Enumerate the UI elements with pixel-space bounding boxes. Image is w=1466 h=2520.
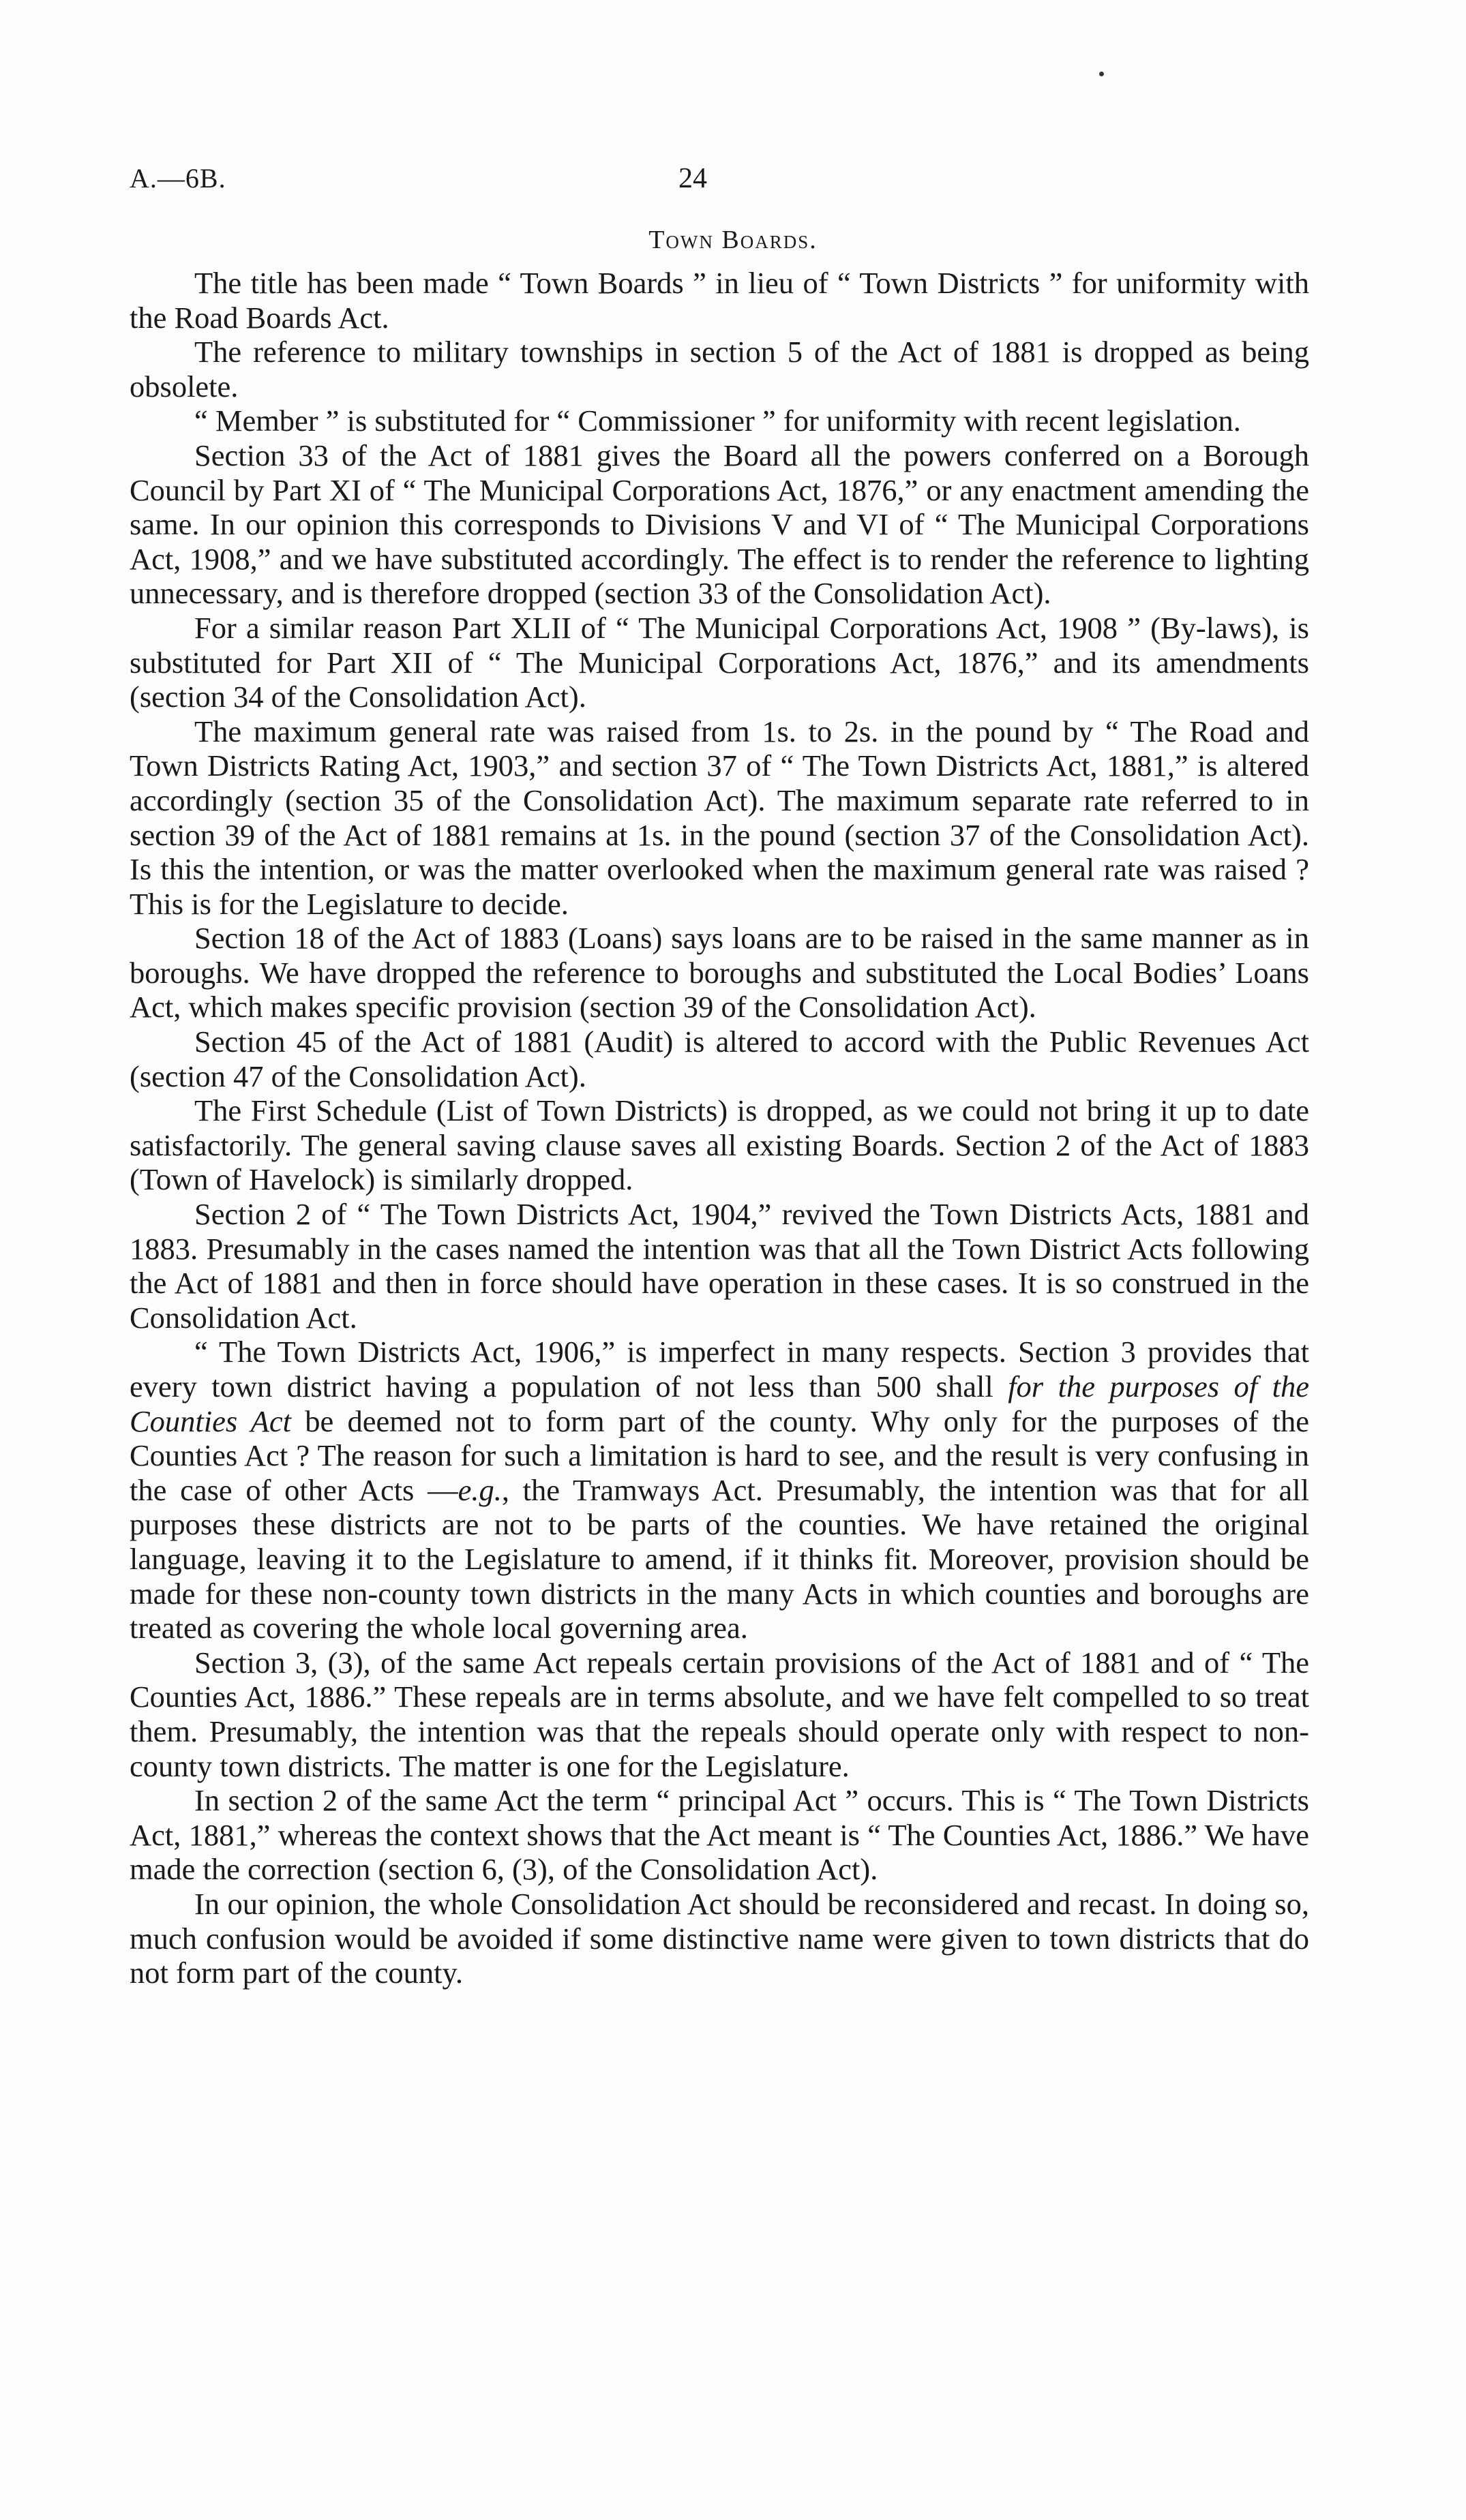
document-reference: A.—6B. [130, 163, 226, 194]
scan-speck [1099, 72, 1104, 76]
paragraph-act-1904: Section 2 of “ The Town Districts Act, 1904,” revived the Town Districts Acts, 1881 and 1883. Presumably in the cases named the intention was that all the Town District Acts following the Act of 1881 and then in force should have operation in these cases. It is so construed in the Consolidation Act. [130, 1197, 1309, 1335]
paragraph-loans: Section 18 of the Act of 1883 (Loans) says loans are to be raised in the same manner as in boroughs. We have dropped the reference to boroughs and substituted the Local Bodies’ Loans Act, which makes specific provision (section 39 of the Consolidation Act). [130, 921, 1309, 1024]
paragraph-bylaws: For a similar reason Part XLII of “ The Municipal Corporations Act, 1908 ” (By-laws), is substituted for Part XII of “ The Municipal Corporations Act, 1876,” and its amendments (section 34 of the Consolidation Act). [130, 610, 1309, 714]
paragraph-repeals: Section 3, (3), of the same Act repeals certain provisions of the Act of 1881 and of “ The Counties Act, 1886.” These repeals are in terms absolute, and we have felt compelled to so treat them. Presumably, the intention was that the repeals should operate only with respect to non-county town districts. The matter is one for the Legislature. [130, 1645, 1309, 1783]
paragraph-general-rate: The maximum general rate was raised from 1s. to 2s. in the pound by “ The Road and Town Districts Rating Act, 1903,” and section 37 of “ The Town Districts Act, 1881,” is altered accordingly (section 35 of the Consolidation Act). The maximum separate rate referred to in section 39 of the Act of 1881 remains at 1s. in the pound (section 37 of the Consolidation Act). Is this the intention, or was the matter overlooked when the maximum general rate was raised ? This is for the Legislature to decide. [130, 714, 1309, 921]
paragraph-audit: Section 45 of the Act of 1881 (Audit) is altered to accord with the Public Revenues Act (section 47 of the Consolidation Act). [130, 1024, 1309, 1093]
paragraph-conclusion: In our opinion, the whole Consolidation Act should be reconsidered and recast. In doing so, much confusion would be avoided if some distinctive name were given to town districts that do not form part of the county. [130, 1886, 1309, 1990]
page-number: 24 [678, 163, 707, 194]
paragraph-first-schedule: The First Schedule (List of Town Districts) is dropped, as we could not bring it up to date satisfactorily. The general saving clause saves all existing Boards. Section 2 of the Act of 1883 (Town of Havelock) is similarly dropped. [130, 1093, 1309, 1197]
paragraph-principal-act: In section 2 of the same Act the term “ principal Act ” occurs. This is “ The Town Districts Act, 1881,” whereas the context shows that the Act meant is “ The Counties Act, 1886.” We have made the correction (section 6, (3), of the Consolidation Act). [130, 1783, 1309, 1887]
paragraph-military-townships: The reference to military townships in section 5 of the Act of 1881 is dropped as being obsolete. [130, 335, 1309, 404]
text-segment: be deemed not to form part of the county. Why only for the purposes of the Counties Act ? The reason for such a limitation is hard to see, and the result is very confusing in the case of other Acts — [130, 1403, 1309, 1507]
italic-phrase: for the purposes of the Counties Act [130, 1369, 1309, 1438]
paragraph-member-substitution: “ Member ” is substituted for “ Commissioner ” for uniformity with recent legislation. [194, 404, 1241, 438]
section-title: Town Boards. [648, 226, 818, 254]
text-segment: , the Tramways Act. Presumably, the intention was that for all purposes these districts are not to be parts of the counties. We have retained the original language, leaving it to the Legislature to amend, if it thinks fit. Moreover, provision should be made for these non-county town districts in the many Acts in which counties and boroughs are treated as covering the whole local governing area. [130, 1472, 1309, 1645]
paragraph-title-change: The title has been made “ Town Boards ” in lieu of “ Town Districts ” for uniformity with the Road Boards Act. [130, 266, 1309, 335]
paragraph-act-1906 [130, 1335, 1309, 1645]
italic-phrase: e.g. [458, 1472, 502, 1507]
page-header [130, 162, 1302, 203]
text-segment: “ The Town Districts Act, 1906,” is imperfect in many respects. Section 3 provides that every town district having a population of not less than 500 shall [130, 1335, 1309, 1403]
document-body [130, 266, 1309, 1990]
paragraph-section-33: Section 33 of the Act of 1881 gives the Board all the powers conferred on a Borough Council by Part XI of “ The Municipal Corporations Act, 1876,” or any enactment amending the same. In our opinion this corresponds to Divisions V and VI of “ The Municipal Corporations Act, 1908,” and we have substituted accordingly. The effect is to render the reference to lighting unnecessary, and is therefore dropped (section 33 of the Consolidation Act). [130, 438, 1309, 611]
